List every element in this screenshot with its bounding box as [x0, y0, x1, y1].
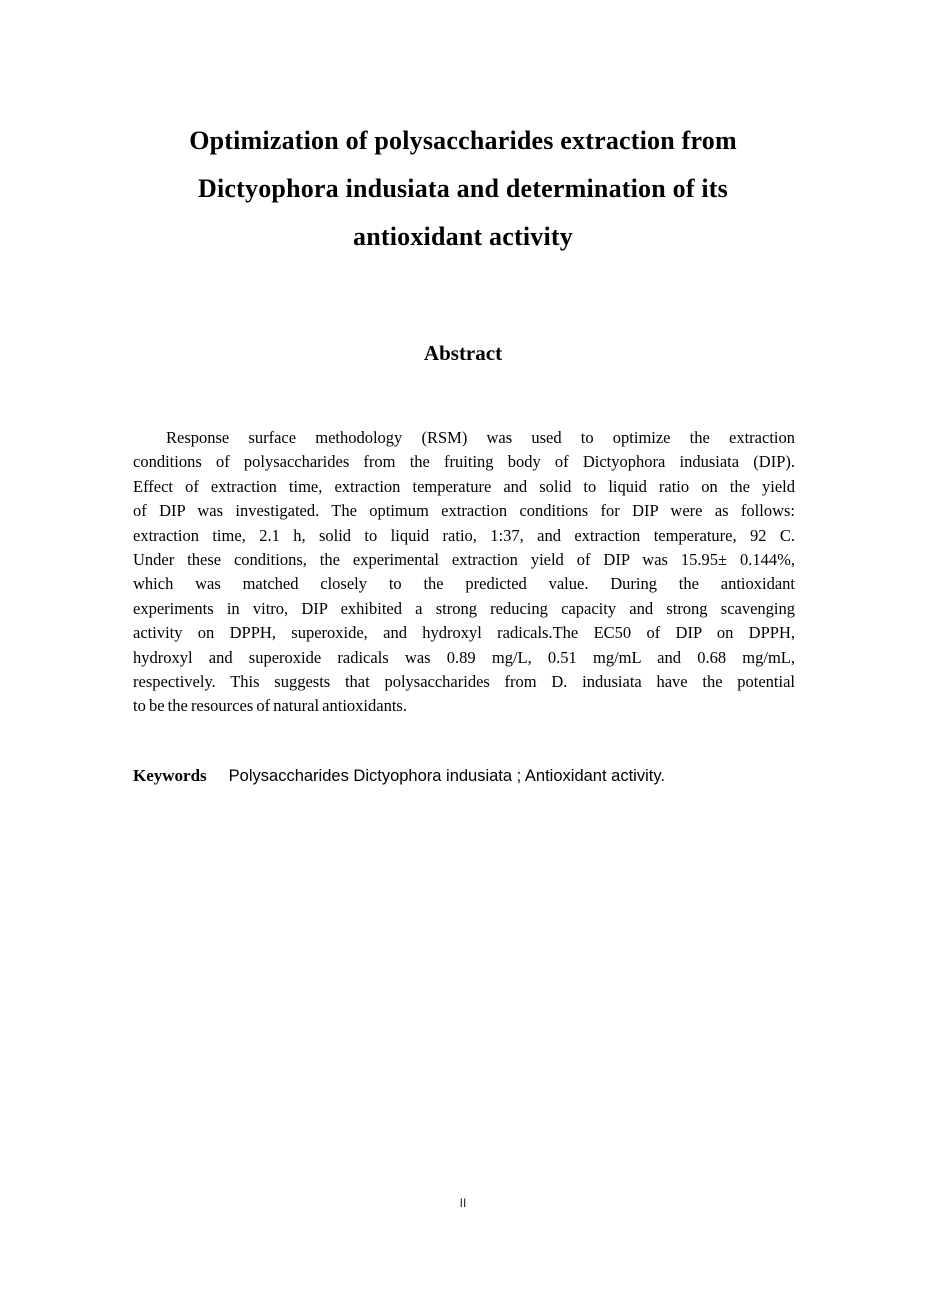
paper-title-line-3: antioxidant activity [353, 222, 573, 251]
abstract-text-line: respectively. This suggests that polysaccharides from D. indusiata have the potential [133, 672, 795, 692]
page-number: II [459, 1196, 467, 1210]
keywords-value: Polysaccharides Dictyophora indusiata ; Antioxidant activity. [228, 767, 665, 785]
abstract-text-line: extraction time, 2.1 h, solid to liquid ratio, 1:37, and extraction temperature, 92 C. [133, 525, 795, 545]
abstract-text-line: conditions of polysaccharides from the fruiting body of Dictyophora indusiata (DIP). [133, 452, 795, 472]
abstract-text-line: of DIP was investigated. The optimum extraction conditions for DIP were as follows: [133, 501, 795, 521]
abstract-text-line: activity on DPPH, superoxide, and hydroxyl radicals.The EC50 of DIP on DPPH, [133, 623, 795, 643]
abstract-text-line: to be the resources of natural antioxidants. [133, 696, 407, 716]
abstract-text-line: Effect of extraction time, extraction temperature and solid to liquid ratio on the yield [133, 476, 795, 496]
abstract-text-line: hydroxyl and superoxide radicals was 0.89 mg/L, 0.51 mg/mL and 0.68 mg/mL, [133, 647, 795, 667]
paper-title [70, 117, 856, 261]
keywords-row [133, 764, 795, 789]
abstract-heading: Abstract [423, 341, 503, 365]
abstract-paragraph [133, 426, 795, 719]
paper-title-line-2: Dictyophora indusiata and determination of its [198, 174, 728, 203]
paper-title-line-1: Optimization of polysaccharides extraction from [189, 126, 737, 155]
abstract-text-line: experiments in vitro, DIP exhibited a strong reducing capacity and strong scavenging [133, 598, 795, 618]
abstract-text-line: Response surface methodology (RSM) was used to optimize the extraction [166, 428, 795, 447]
keywords-label: Keywords [133, 766, 207, 785]
abstract-text-line: Under these conditions, the experimental extraction yield of DIP was 15.95± 0.144%, [133, 550, 795, 570]
abstract-text-line: which was matched closely to the predicted value. During the antioxidant [133, 574, 795, 594]
